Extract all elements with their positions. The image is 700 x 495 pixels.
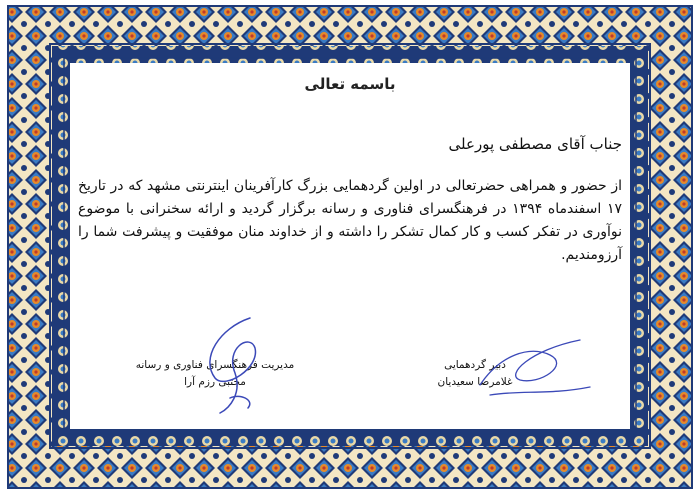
- signatory-right-name: غلامرضا سعیدیان: [437, 376, 513, 388]
- recipient-name: جناب آقای مصطفی پورعلی: [448, 135, 622, 153]
- signature-stroke-icon: [470, 325, 600, 405]
- certificate-heading: باسمه تعالی: [304, 75, 396, 93]
- signatory-left-name: مجتبی رزم آرا: [184, 376, 246, 388]
- signatory-left-title: مدیریت فرهنگسرای فناوری و رسانه: [135, 359, 295, 371]
- certificate-body: [70, 63, 630, 429]
- appreciation-text: از حضور و همراهی حضرتعالی در اولین گردهمایی بزرگ کارآفرینان اینترنتی مشهد که در تاریخ ۱۷ اسفندماه ۱۳۹۴ در فرهنگسرای فناوری و رسانه برگزار گردید و ارائه سخنرانی با موضوع نوآوری در تفکر کسب و کار کمال تشکر را داشته و از خداوند منان موفقیت و پیشرفت شما را آرزومندیم.: [78, 178, 622, 263]
- signatory-right-title: دبیر گردهمایی: [444, 359, 506, 371]
- signature-stroke-icon: [180, 308, 290, 418]
